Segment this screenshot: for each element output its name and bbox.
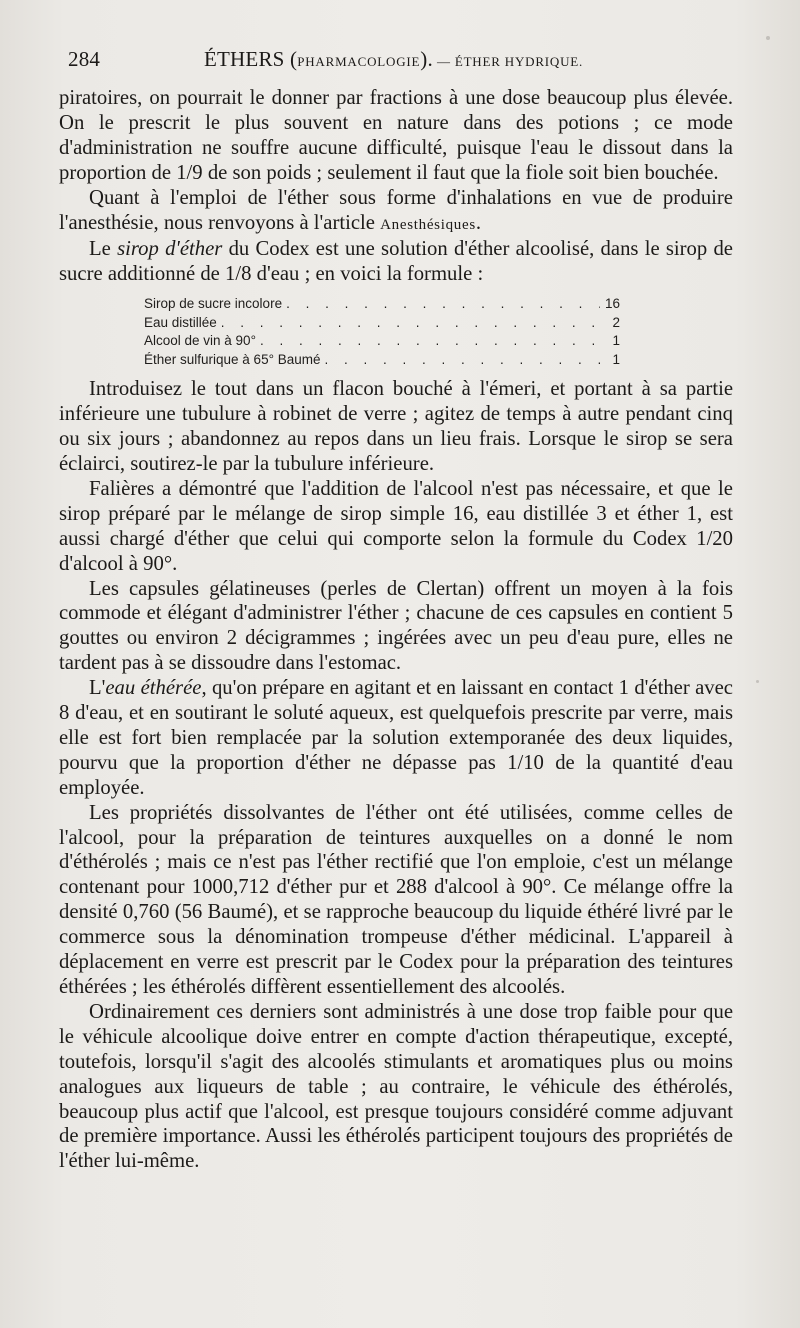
running-head-end: ). xyxy=(420,47,433,71)
body-text xyxy=(59,86,733,1174)
paragraph-capsules: Les capsules gélatineuses (perles de Clertan) offrent un moyen à la fois commode et élégant d'administrer l'éther ; chacune de ces capsules en contient 5 gouttes ou environ 2 décigrammes ; ingérées avec un peu d'eau pure, elles ne tardent pas à se dissoudre dans l'estomac. xyxy=(59,577,733,675)
paragraph-text: L' xyxy=(89,677,106,700)
formula-row xyxy=(144,314,620,333)
page-number: 284 xyxy=(68,47,101,71)
formula-quantity: 2 xyxy=(612,314,620,330)
leader-dots xyxy=(321,351,600,370)
paragraph-introduisez: Introduisez le tout dans un flacon bouché à l'émeri, et portant à sa partie inférieure une tubulure à robinet de verre ; agitez de temps à autre pendant cinq ou six jours ; abandonnez au repos dans un lieu frais. Lorsque le sirop se sera éclairci, soutirez-le par la tubulure inférieure. xyxy=(59,378,733,475)
italic-term: sirop d'éther xyxy=(117,238,223,261)
leader-dots xyxy=(217,314,600,333)
paper-speck xyxy=(756,680,759,683)
paragraph-text: du Codex est une solution d'éther alcoolisé, dans le sirop de sucre additionné de 1/8 d'eau ; en voici la formule : xyxy=(59,238,733,286)
formula-ingredient: Sirop de sucre incolore xyxy=(144,296,283,312)
paragraph-ordinairement: Ordinairement ces derniers sont administrés à une dose trop faible pour que le véhicule alcoolique doive entrer en compte d'action thérapeutique, excepté, toutefois, lorsqu'il s'agit des alcoolés stimulants et aromatiques plus ou moins analogues aux liqueurs de table ; au contraire, le véhicule des éthérolés, beaucoup plus actif que l'alcool, est presque toujours considéré comme adjuvant de première importance. Aussi les éthérolés participent toujours des propriétés de l'éther lui-même. xyxy=(59,1000,733,1173)
formula-ingredient: Éther sulfurique à 65° Baumé xyxy=(144,351,321,367)
leader-dots xyxy=(256,332,600,351)
formula-row xyxy=(144,295,620,314)
running-head-sub: — ÉTHER HYDRIQUE. xyxy=(432,54,584,69)
paragraph-text: Quant à l'emploi de l'éther sous forme d'inhalations en vue de produire l'anesthésie, nous renvoyons à l'article xyxy=(59,186,733,234)
formula-ingredient: Alcool de vin à 90° xyxy=(144,333,256,349)
formula-row xyxy=(144,351,620,370)
formula-row xyxy=(144,332,620,351)
paragraph-text: . xyxy=(475,211,482,234)
formula-quantity: 1 xyxy=(612,351,620,367)
paragraph-falieres: Falières a démontré que l'addition de l'alcool n'est pas nécessaire, et que le sirop préparé par le mélange de sirop simple 16, eau distillée 3 et éther 1, est aussi chargé d'éther que celui qui comporte selon la formule du Codex 1/20 d'alcool à 90°. xyxy=(59,477,733,575)
leader-dots xyxy=(282,295,600,314)
formula-quantity: 16 xyxy=(604,296,620,312)
paragraph-text: , qu'on prépare en agitant et en laissant en contact 1 d'éther avec 8 d'eau, et en soutirant le soluté aqueux, est quelquefois prescrite par verre, mais elle est fort bien remplacée par la solution extemporanée des deux liquides, pourvu que la proportion d'éther ne dépasse pas 1/10 de la quantité d'eau employée. xyxy=(59,677,733,799)
running-head-section: PHARMACOLOGIE xyxy=(297,54,421,69)
paragraph-sirop xyxy=(59,237,733,287)
italic-term: eau éthérée xyxy=(105,677,202,700)
paragraph-eau-etheree xyxy=(59,676,733,801)
paragraph-anesthesie xyxy=(59,186,733,238)
formula-ingredient: Eau distillée xyxy=(144,314,217,330)
formula-table xyxy=(144,295,620,369)
paragraph-text: Le xyxy=(89,238,118,261)
running-head xyxy=(204,47,583,72)
formula-quantity: 1 xyxy=(612,333,620,349)
page-header xyxy=(68,47,718,77)
cross-reference-article: Anesthésiques xyxy=(380,216,476,233)
paper-speck xyxy=(766,36,770,40)
running-head-main: ÉTHERS ( xyxy=(204,47,298,71)
paragraph-etherolés: Les propriétés dissolvantes de l'éther ont été utilisées, comme celles de l'alcool, pour la préparation de teintures auxquelles on a donné le nom d'éthérolés ; mais ce n'est pas l'éther rectifié que l'on emploie, c'est un mélange contenant pour 1000,712 d'éther pur et 288 d'alcool à 90°. Ce mélange offre la densité 0,760 (56 Baumé), et se rapproche beaucoup du liquide éthéré livré par le commerce sous la dénomination trompeuse d'éther médicinal. L'appareil à déplacement en verre est prescrit par le Codex pour la préparation des teintures éthérées ; les éthérolés diffèrent essentiellement des alcoolés. xyxy=(59,801,733,998)
paragraph-continued: piratoires, on pourrait le donner par fractions à une dose beaucoup plus élevée. On le prescrit le plus souvent en nature dans des potions ; ce mode d'administration ne souffre aucune difficulté, puisque l'eau le dissout dans la proportion de 1/9 de son poids ; seulement il faut que la fiole soit bien bouchée. xyxy=(59,87,733,184)
